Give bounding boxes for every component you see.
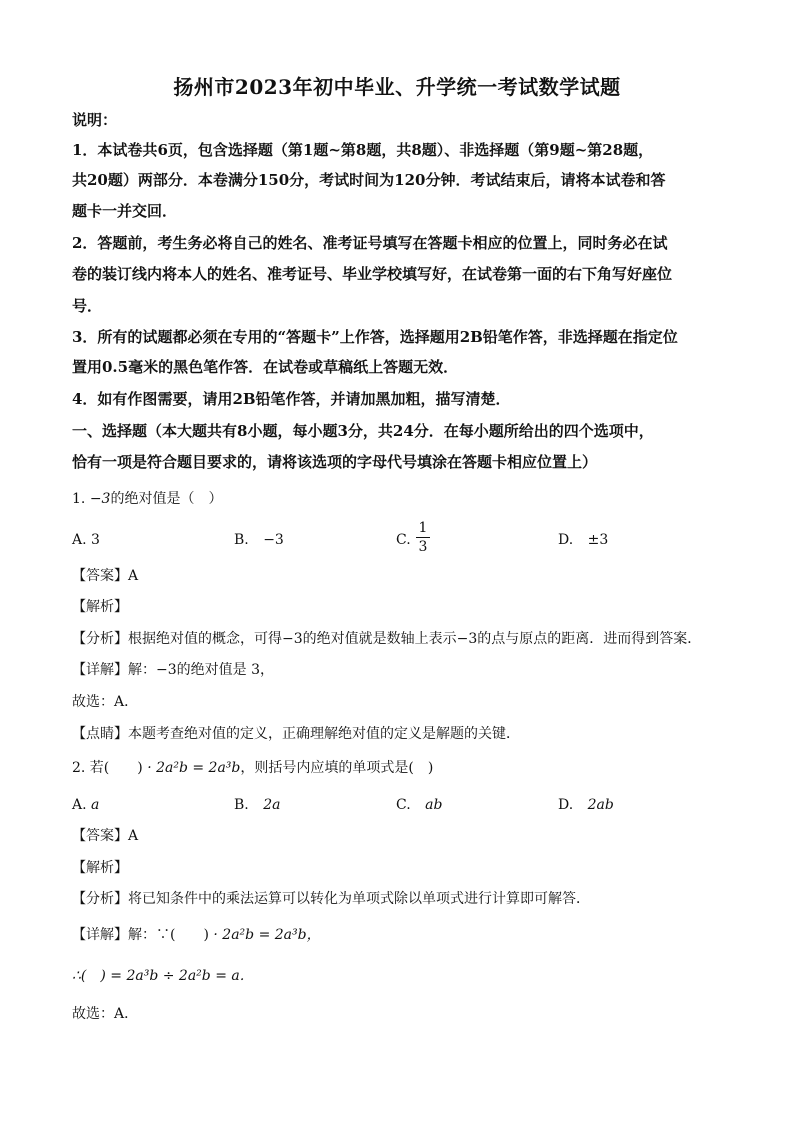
fraction-bar bbox=[416, 537, 430, 538]
q1-answer: 【答案】A bbox=[72, 568, 139, 584]
q2-option-b-label: B. bbox=[234, 797, 249, 813]
q2-option-a bbox=[72, 795, 99, 815]
q1-option-c-numerator: 1 bbox=[418, 520, 428, 536]
instruction-line-7: 3．所有的试题都必须在专用的“答题卡”上作答，选择题用2B铅笔作答，非选择题在指定位 bbox=[72, 328, 678, 346]
q2-therefore: ∴( ) = 2a³b ÷ 2a²b = a． bbox=[72, 968, 254, 984]
question-1-number: 1. bbox=[72, 491, 86, 507]
question-2-text: ，则括号内应填的单项式是( ) bbox=[240, 760, 434, 776]
q1-option-c-label: C. bbox=[396, 532, 411, 548]
q2-option-d bbox=[558, 795, 614, 815]
q2-answer: 【答案】A bbox=[72, 828, 139, 844]
instruction-line-3: 题卡一并交回． bbox=[72, 202, 178, 220]
instruction-line-4: 2．答题前，考生务必将自己的姓名、准考证号填写在答题卡相应的位置上，同时务必在试 bbox=[72, 234, 668, 252]
q1-option-d-value: ±3 bbox=[587, 532, 609, 548]
page-title: 扬州市2023年初中毕业、升学统一考试数学试题 bbox=[173, 75, 621, 99]
question-1-expression: −3 bbox=[89, 491, 111, 507]
q2-option-b bbox=[234, 795, 280, 815]
q2-choose: 故选：A． bbox=[72, 1006, 139, 1022]
q2-option-d-label: D. bbox=[558, 797, 574, 813]
q2-detail-prefix: 【详解】解：∵( ) bbox=[72, 927, 209, 943]
question-1 bbox=[72, 489, 222, 509]
instruction-line-8: 置用0.5毫米的黑色笔作答．在试卷或草稿纸上答题无效． bbox=[72, 358, 459, 376]
section-heading-line-1: 一、选择题（本大题共有8小题，每小题3分，共24分．在每小题所给出的四个选项中， bbox=[72, 422, 654, 440]
question-1-text: 的绝对值是（ ） bbox=[110, 491, 223, 507]
q1-option-c-fraction bbox=[416, 520, 430, 555]
q1-option-b-value: −3 bbox=[263, 532, 284, 548]
q2-option-c-label: C. bbox=[396, 797, 411, 813]
q1-analysis-heading: 【解析】 bbox=[72, 599, 128, 615]
section-heading-line-2: 恰有一项是符合题目要求的，请将该选项的字母代号填涂在答题卡相应位置上） bbox=[72, 453, 598, 471]
instructions-heading: 说明： bbox=[72, 111, 118, 129]
q1-option-c-denominator: 3 bbox=[418, 539, 428, 555]
q1-analysis: 【分析】根据绝对值的概念，可得−3的绝对值就是数轴上表示−3的点与原点的距离．进而得到答案． bbox=[72, 631, 702, 647]
q1-option-d bbox=[558, 530, 608, 550]
q1-choose: 故选：A． bbox=[72, 694, 139, 710]
q1-option-b-label: B. bbox=[234, 532, 249, 548]
q1-comment: 【点睛】本题考查绝对值的定义，正确理解绝对值的定义是解题的关键． bbox=[72, 726, 520, 742]
question-2 bbox=[72, 758, 433, 778]
q2-option-d-value: 2ab bbox=[587, 797, 614, 813]
q1-option-a: A. 3 bbox=[72, 532, 100, 548]
q2-detail bbox=[72, 925, 321, 945]
question-2-expression: · 2a²b = 2a³b bbox=[147, 760, 241, 776]
q2-analysis: 【分析】将已知条件中的乘法运算可以转化为单项式除以单项式进行计算即可解答． bbox=[72, 891, 590, 907]
q1-option-d-label: D. bbox=[558, 532, 574, 548]
instruction-line-9: 4．如有作图需要，请用2B铅笔作答，并请加黑加粗，描写清楚． bbox=[72, 390, 511, 408]
q2-option-c-value: ab bbox=[425, 797, 443, 813]
q2-detail-expression: · 2a²b = 2a³b， bbox=[213, 927, 321, 943]
instruction-line-2: 共20题）两部分．本卷满分150分，考试时间为120分钟．考试结束后，请将本试卷和答 bbox=[72, 171, 666, 189]
q1-detail: 【详解】解：−3的绝对值是 3， bbox=[72, 662, 274, 678]
q2-option-a-label: A. bbox=[72, 797, 87, 813]
q2-option-a-value: a bbox=[91, 797, 100, 813]
q2-analysis-heading: 【解析】 bbox=[72, 860, 128, 876]
instruction-line-1: 1．本试卷共6页，包含选择题（第1题~第8题，共8题）、非选择题（第9题~第28题， bbox=[72, 141, 654, 159]
instruction-line-6: 号． bbox=[72, 297, 103, 315]
q2-option-c bbox=[396, 795, 442, 815]
instruction-line-5: 卷的装订线内将本人的姓名、准考证号、毕业学校填写好，在试卷第一面的右下角写好座位 bbox=[72, 265, 673, 283]
q2-option-b-value: 2a bbox=[263, 797, 281, 813]
question-2-number: 2. 若( ) bbox=[72, 760, 143, 776]
q1-option-b bbox=[234, 530, 284, 550]
